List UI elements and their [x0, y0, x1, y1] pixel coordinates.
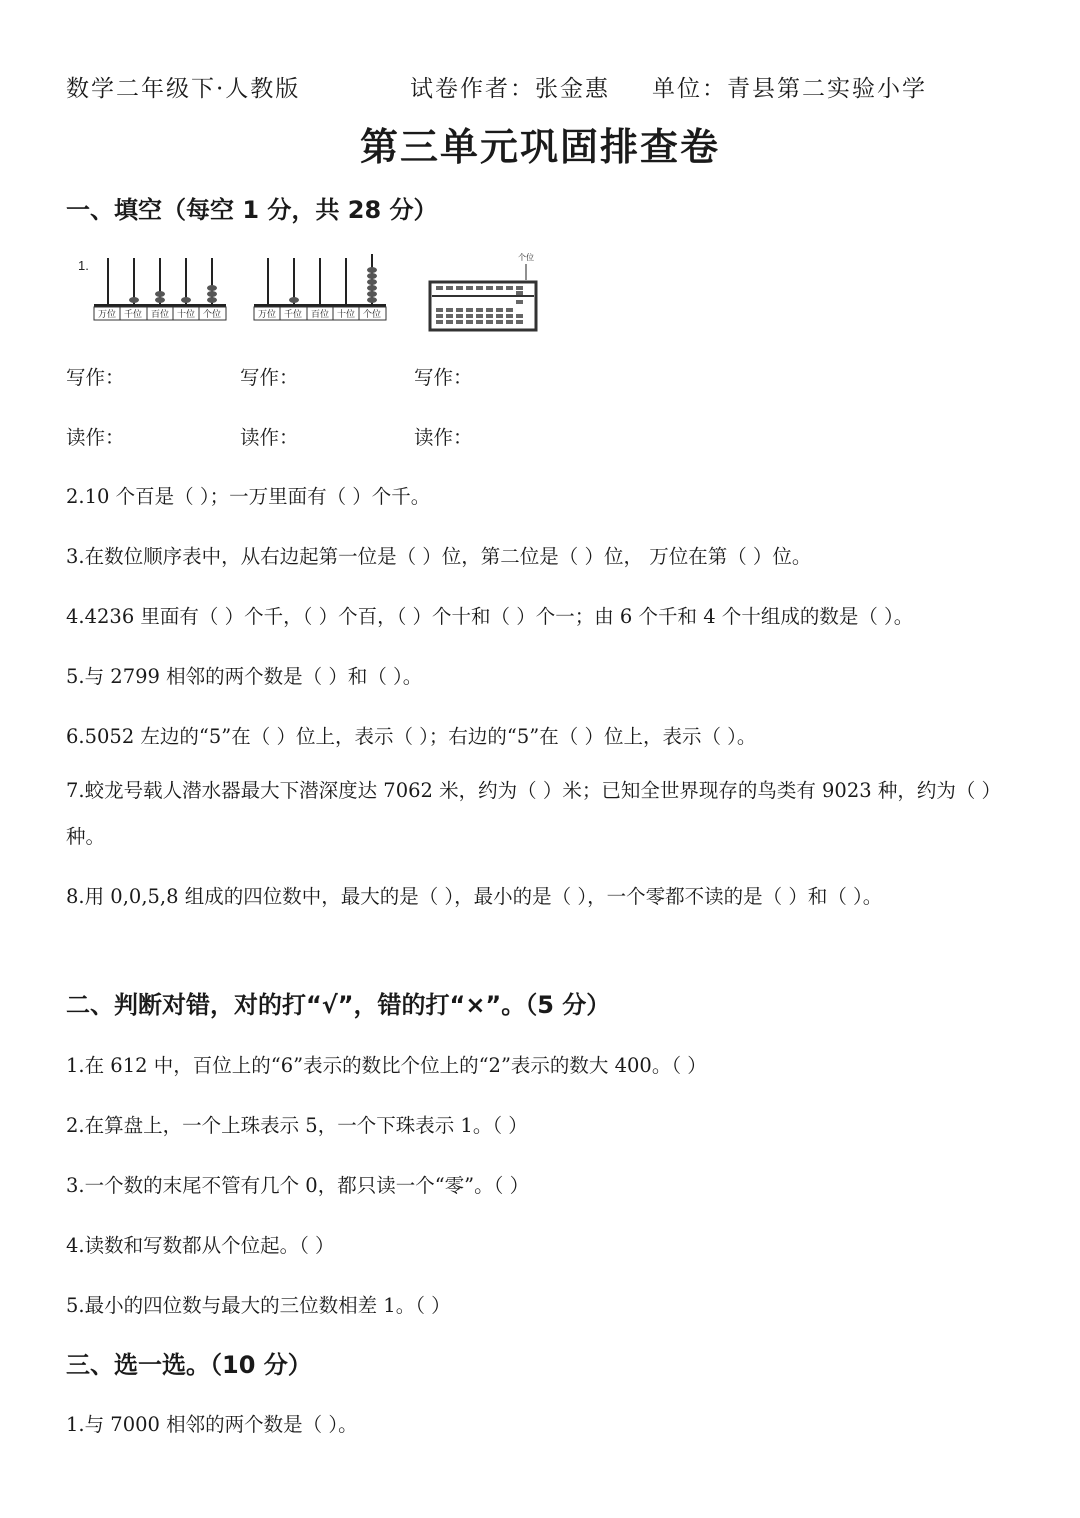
counter-frame-1	[94, 258, 226, 320]
abacus-ones-label: 个位	[518, 253, 534, 262]
section-choice-heading: 三、选一选。（10 分）	[66, 1351, 312, 1379]
fill-question-8: 8.用 0,0,5,8 组成的四位数中，最大的是（ ），最小的是（ ），一个零都不读的是（ ）和（ ）。	[66, 885, 883, 908]
section-judge-heading: 二、判断对错，对的打“√”，错的打“×”。（5 分）	[66, 991, 611, 1019]
judge-question-5: 5.最小的四位数与最大的三位数相差 1。（ ）	[66, 1294, 451, 1317]
place-label: 万位	[257, 310, 277, 320]
write-label-1: 写作：	[66, 366, 125, 389]
course-label: 数学二年级下·人教版	[66, 76, 301, 102]
place-label: 百位	[310, 310, 330, 320]
place-label: 万位	[97, 310, 117, 320]
figure-number: 1.	[78, 258, 89, 273]
place-label: 十位	[336, 310, 356, 320]
abacus	[430, 252, 536, 330]
fill-question-6: 6.5052 左边的“5”在（ ）位上，表示（ ）；右边的“5”在（ ）位上，表示（ ）。	[66, 725, 757, 748]
counter-frame-2	[254, 254, 386, 320]
judge-question-1: 1.在 612 中，百位上的“6”表示的数比个位上的“2”表示的数大 400。（ ）	[66, 1054, 707, 1077]
place-label: 个位	[362, 310, 382, 320]
section-fill-heading: 一、填空（每空 1 分，共 28 分）	[66, 196, 438, 224]
place-label: 千位	[123, 310, 143, 320]
place-label: 千位	[283, 310, 303, 320]
read-label-3: 读作：	[414, 426, 473, 449]
place-label: 百位	[150, 310, 170, 320]
author-label: 试卷作者：张金惠	[410, 76, 610, 102]
paper-header	[66, 70, 1016, 106]
abacus-figure	[70, 248, 550, 338]
place-label: 十位	[176, 310, 196, 320]
school-label: 单位：青县第二实验小学	[652, 76, 927, 102]
read-label-1: 读作：	[66, 426, 125, 449]
write-label-3: 写作：	[414, 366, 473, 389]
read-label-2: 读作：	[240, 426, 299, 449]
judge-question-4: 4.读数和写数都从个位起。（ ）	[66, 1234, 335, 1257]
fill-question-3: 3.在数位顺序表中，从右边起第一位是（ ）位，第二位是（ ）位， 万位在第（ ）位。	[66, 545, 812, 568]
fill-question-4: 4.4236 里面有（ ）个千，（ ）个百，（ ）个十和（ ）个一；由 6 个千和 4 个十组成的数是（ ）。	[66, 605, 914, 628]
place-label: 个位	[202, 310, 222, 320]
fill-question-5: 5.与 2799 相邻的两个数是（ ）和（ ）。	[66, 665, 423, 688]
write-label-2: 写作：	[240, 366, 299, 389]
page-title: 第三单元巩固排查卷	[359, 125, 720, 169]
judge-question-3: 3.一个数的末尾不管有几个 0，都只读一个“零”。（ ）	[66, 1174, 530, 1197]
judge-question-2: 2.在算盘上，一个上珠表示 5，一个下珠表示 1。（ ）	[66, 1114, 528, 1137]
fill-question-2: 2.10 个百是（ ）；一万里面有（ ）个千。	[66, 485, 431, 508]
choice-question-1: 1.与 7000 相邻的两个数是（ ）。	[66, 1413, 358, 1436]
fill-question-7: 7.蛟龙号载人潜水器最大下潜深度达 7062 米，约为（ ）米；已知全世界现存的鸟类有 9023 种，约为（ ）种。	[66, 779, 1002, 848]
